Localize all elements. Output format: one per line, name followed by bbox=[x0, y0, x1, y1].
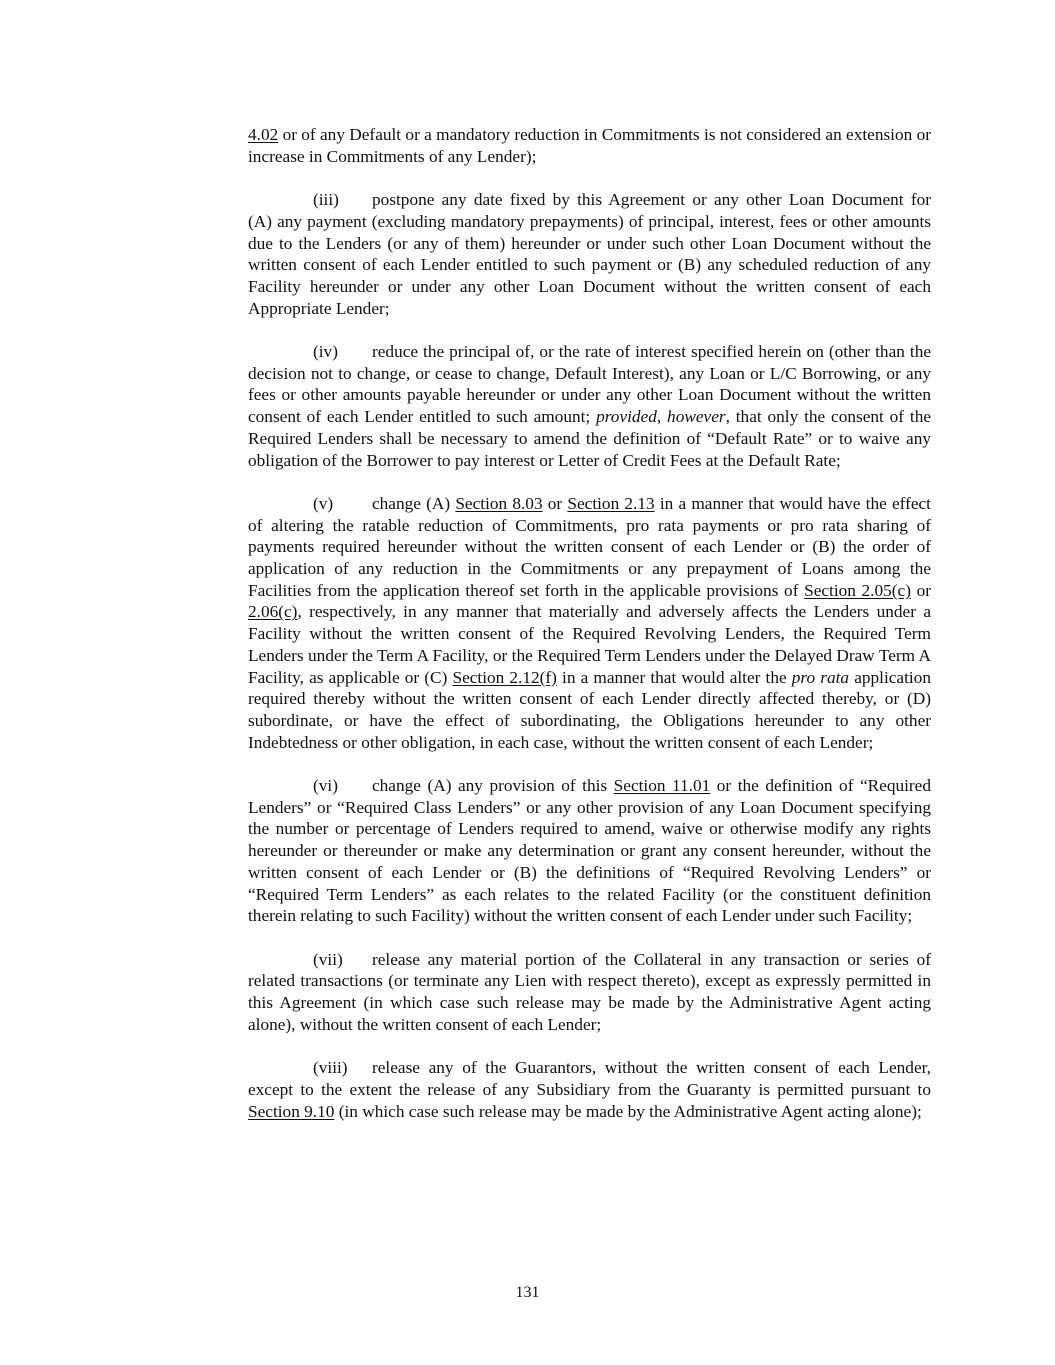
italic-term: however bbox=[667, 407, 726, 427]
clause-number: (iv) bbox=[313, 342, 338, 361]
clause-text: , that only the consent of the Required Lenders shall be necessary to amend the definition of “Default Rate” or to waive any obligation of the Borrower to pay interest or Letter of Credit Fees at the Default Rate; bbox=[248, 407, 931, 470]
section-reference: Section 11.01 bbox=[613, 776, 711, 796]
paragraph-viii bbox=[248, 1057, 931, 1122]
clause-text: , bbox=[656, 407, 668, 427]
section-reference: Section 2.05(c) bbox=[804, 580, 911, 600]
clause-number: (viii) bbox=[313, 1058, 348, 1078]
paragraph-v bbox=[248, 493, 931, 753]
section-reference: Section 2.12(f) bbox=[452, 667, 557, 687]
section-reference: 2.06(c) bbox=[248, 602, 298, 622]
section-reference: Section 8.03 bbox=[455, 493, 543, 513]
section-reference: 4.02 bbox=[248, 125, 279, 144]
clause-text: or bbox=[542, 493, 568, 513]
section-reference: Section 9.10 bbox=[248, 1101, 335, 1121]
italic-term: provided bbox=[596, 407, 657, 427]
paragraph-continuation bbox=[248, 124, 931, 167]
clause-text: application required thereby without the written consent of each Lender directly affected thereby, or (D) subordinate, or have the effect of subordinating, the Obligations hereunder to any other Indebtedness or other obligation, in each case, without the written consent of each Lender; bbox=[248, 667, 931, 752]
clause-number: (vi) bbox=[313, 776, 338, 796]
paragraph-vii bbox=[248, 949, 931, 1036]
section-reference: Section 2.13 bbox=[567, 493, 655, 513]
document-body bbox=[248, 124, 931, 1144]
paragraph-vi bbox=[248, 775, 931, 927]
clause-number: (v) bbox=[313, 493, 334, 513]
clause-text: , respectively, in any manner that materially and adversely affects the Lenders under a Facility without the written consent of the Required Revolving Lenders, the Required Term Lenders under the Term A Facility, or the Required Term Lenders under the Delayed Draw Term A Facility, as applicable or (C) bbox=[248, 602, 931, 687]
clause-text: or the definition of “Required Lenders” or “Required Class Lenders” or any other provision of any Loan Document specifying the number or percentage of Lenders required to amend, waive or otherwise modify any rights hereunder or thereunder or make any determination or grant any consent hereunder, without the written consent of each Lender or (B) the definitions of “Required Revolving Lenders” or “Required Term Lenders” as each relates to the related Facility (or the constituent definition therein relating to such Facility) without the written consent of each Lender under such Facility; bbox=[248, 776, 931, 926]
clause-text: (in which case such release may be made by the Administrative Agent acting alone); bbox=[334, 1101, 922, 1121]
italic-term: pro rata bbox=[791, 667, 850, 687]
page-number: 131 bbox=[515, 1284, 540, 1301]
clause-text: or bbox=[910, 580, 931, 600]
clause-text: postpone any date fixed by this Agreement or any other Loan Document for (A) any payment (excluding mandatory prepayments) of principal, interest, fees or other amounts due to the Lenders (or any of them) hereunder or under such other Loan Document without the written consent of each Lender entitled to such payment or (B) any scheduled reduction of any Facility hereunder or under any other Loan Document without the written consent of each Appropriate Lender; bbox=[248, 190, 931, 318]
clause-text: reduce the principal of, or the rate of interest specified herein on (other than the decision not to change, or cease to change, Default Interest), any Loan or L/C Borrowing, or any fees or other amounts payable hereunder or under any other Loan Document without the written consent of each Lender entitled to such amount; bbox=[248, 342, 931, 427]
clause-text: release any of the Guarantors, without the written consent of each Lender, except to the extent the release of any Subsidiary from the Guaranty is permitted pursuant to bbox=[248, 1058, 931, 1099]
clause-text: change (A) bbox=[372, 493, 456, 513]
clause-number: (vii) bbox=[313, 949, 343, 969]
clause-text: release any material portion of the Collateral in any transaction or series of related transactions (or terminate any Lien with respect thereto), except as expressly permitted in this Agreement (in which case such release may be made by the Administrative Agent acting alone), without the written consent of each Lender; bbox=[248, 949, 931, 1034]
clause-text: change (A) any provision of this bbox=[372, 776, 614, 796]
paragraph-iii bbox=[248, 189, 931, 319]
clause-text: in a manner that would have the effect of altering the ratable reduction of Commitments, pro rata payments or pro rata sharing of payments required hereunder without the written consent of each Lender or (B) the order of application of any reduction in the Commitments or any prepayment of Loans among the Facilities from the application thereof set forth in the applicable provisions of bbox=[248, 493, 931, 600]
clause-text: or of any Default or a mandatory reduction in Commitments is not considered an extension or increase in Commitments of any Lender); bbox=[248, 125, 931, 166]
paragraph-iv bbox=[248, 341, 931, 471]
clause-number: (iii) bbox=[313, 190, 339, 210]
clause-text: in a manner that would alter the bbox=[556, 667, 792, 687]
